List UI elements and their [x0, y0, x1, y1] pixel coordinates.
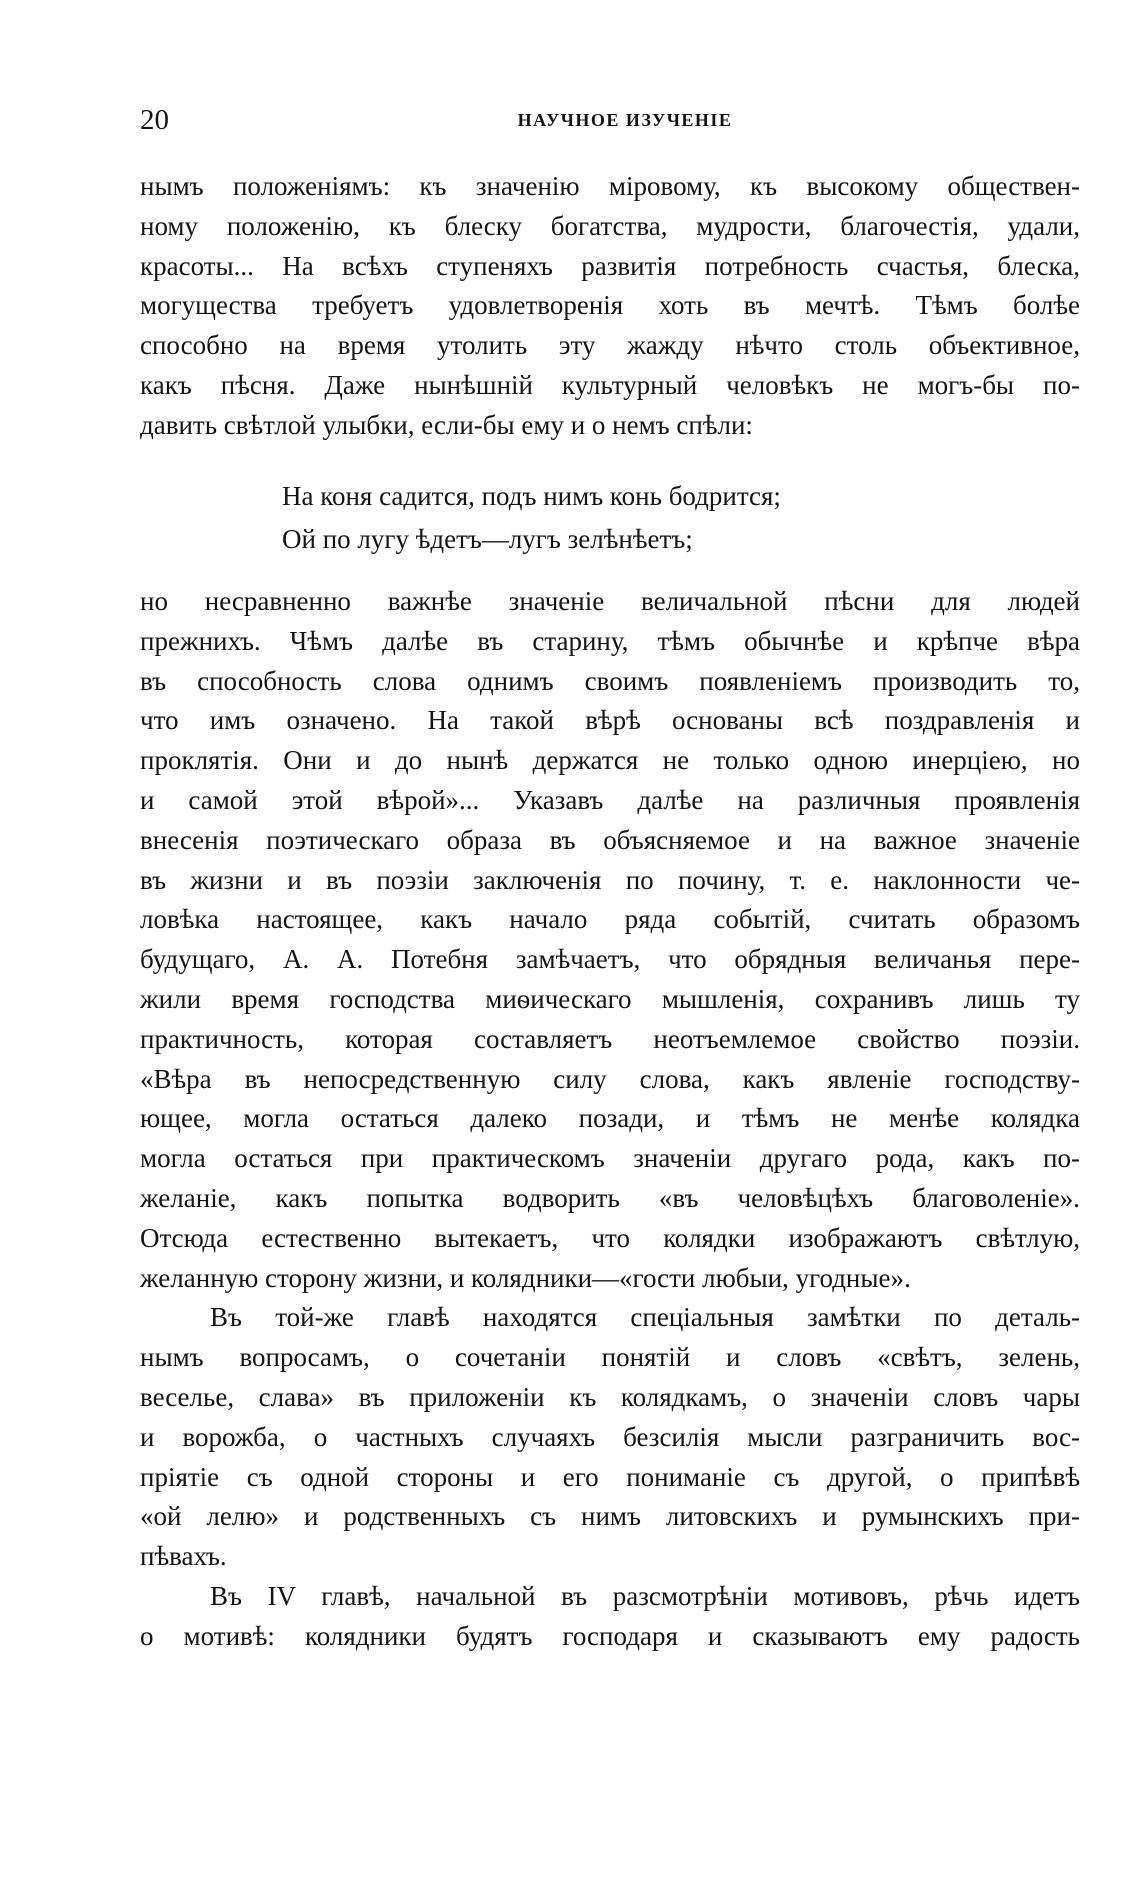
text-line: проклятія. Они и до нынѣ держатся не только одною инерціею, но [140, 745, 1080, 776]
page-number: 20 [140, 104, 169, 136]
page-header [140, 100, 1080, 140]
text-line: ловѣка настоящее, какъ начало ряда событій, считать образомъ [140, 904, 1080, 935]
text-line: красоты... На всѣхъ ступеняхъ развитія потребность счастья, блеска, [140, 250, 1080, 281]
text-line: въ способность слова однимъ своимъ появленіемъ производить то, [140, 665, 1080, 696]
text-line: Отсюда естественно вытекаетъ, что колядки изображаютъ свѣтлую, [140, 1222, 1080, 1253]
text-line: ющее, могла остаться далеко позади, и тѣмъ не менѣе колядка [140, 1103, 1080, 1134]
verse-quote [282, 475, 982, 561]
text-line: давить свѣтлой улыбки, если-бы ему и о немъ спѣли: [140, 409, 753, 440]
text-line: пріятіе съ одной стороны и его пониманіе съ другой, о припѣвѣ [140, 1461, 1080, 1492]
text-line: желаніе, какъ попытка водворить «въ человѣцѣхъ благоволеніе». [140, 1182, 1080, 1213]
text-line: Въ IV главѣ, начальной въ разсмотрѣніи мотивовъ, рѣчь идетъ [210, 1580, 1080, 1611]
text-line: но несравненно важнѣе значеніе величальной пѣсни для людей [140, 586, 1080, 616]
text-line: ному положенію, къ блеску богатства, мудрости, благочестія, удали, [140, 210, 1080, 241]
text-line: желанную сторону жизни, и колядники—«гости любыи, угодные». [140, 1262, 911, 1293]
text-line: могла остаться при практическомъ значеніи другаго рода, какъ по- [140, 1143, 1080, 1174]
text-line: прежнихъ. Чѣмъ далѣе въ старину, тѣмъ обычнѣе и крѣпче вѣра [140, 625, 1080, 656]
text-line: о мотивѣ: колядники будятъ господаря и сказываютъ ему радость [140, 1620, 1080, 1651]
text-line: что имъ означено. На такой вѣрѣ основаны всѣ поздравленія и [140, 705, 1080, 736]
text-line: веселье, слава» въ приложеніи къ колядкамъ, о значеніи словъ чары [140, 1381, 1080, 1412]
text-line: Въ той-же главѣ находятся спеціальныя замѣтки по деталь- [210, 1302, 1080, 1333]
text-line: будущаго, А. А. Потебня замѣчаетъ, что обрядныя величанья пере- [140, 944, 1080, 975]
paragraph-continuation [140, 167, 1080, 446]
text-line: жили время господства миѳическаго мышленія, сохранивъ лишь ту [140, 983, 1080, 1014]
text-line: внесенія поэтическаго образа въ объясняемое и на важное значеніе [140, 824, 1080, 855]
text-line: и самой этой вѣрой»... Указавъ далѣе на различныя проявленія [140, 784, 1080, 815]
text-line: нымъ положеніямъ: къ значенію міровому, къ высокому обществен- [140, 171, 1080, 201]
text-line: и ворожба, о частныхъ случаяхъ безсилія мысли разграничить вос- [140, 1421, 1080, 1452]
text-line: «ой лелю» и родственныхъ съ нимъ литовскихъ и румынскихъ при- [140, 1501, 1080, 1532]
text-line: способно на время утолить эту жажду нѣчто столь объективное, [140, 330, 1080, 361]
text-line: пѣвахъ. [140, 1541, 227, 1572]
paragraph-main [140, 582, 1080, 1657]
verse-line: На коня садится, подъ нимъ конь бодрится; [282, 481, 781, 511]
text-line: могущества требуетъ удовлетворенія хоть въ мечтѣ. Тѣмъ болѣе [140, 290, 1080, 321]
verse-line: Ой по лугу ѣдетъ—лугъ зелѣнѣетъ; [282, 524, 693, 554]
text-line: нымъ вопросамъ, о сочетаніи понятій и словъ «свѣтъ, зелень, [140, 1342, 1080, 1373]
running-head: НАУЧНОЕ ИЗУЧЕНІЕ [517, 110, 733, 130]
text-line: «Вѣра въ непосредственную силу слова, какъ явленіе господству- [140, 1063, 1080, 1094]
text-line: практичность, которая составляетъ неотъемлемое свойство поэзіи. [140, 1023, 1080, 1054]
text-line: какъ пѣсня. Даже нынѣшній культурный человѣкъ не могъ-бы по- [140, 369, 1080, 400]
text-line: въ жизни и въ поэзіи заключенія по почину, т. е. наклонности че- [140, 864, 1080, 895]
